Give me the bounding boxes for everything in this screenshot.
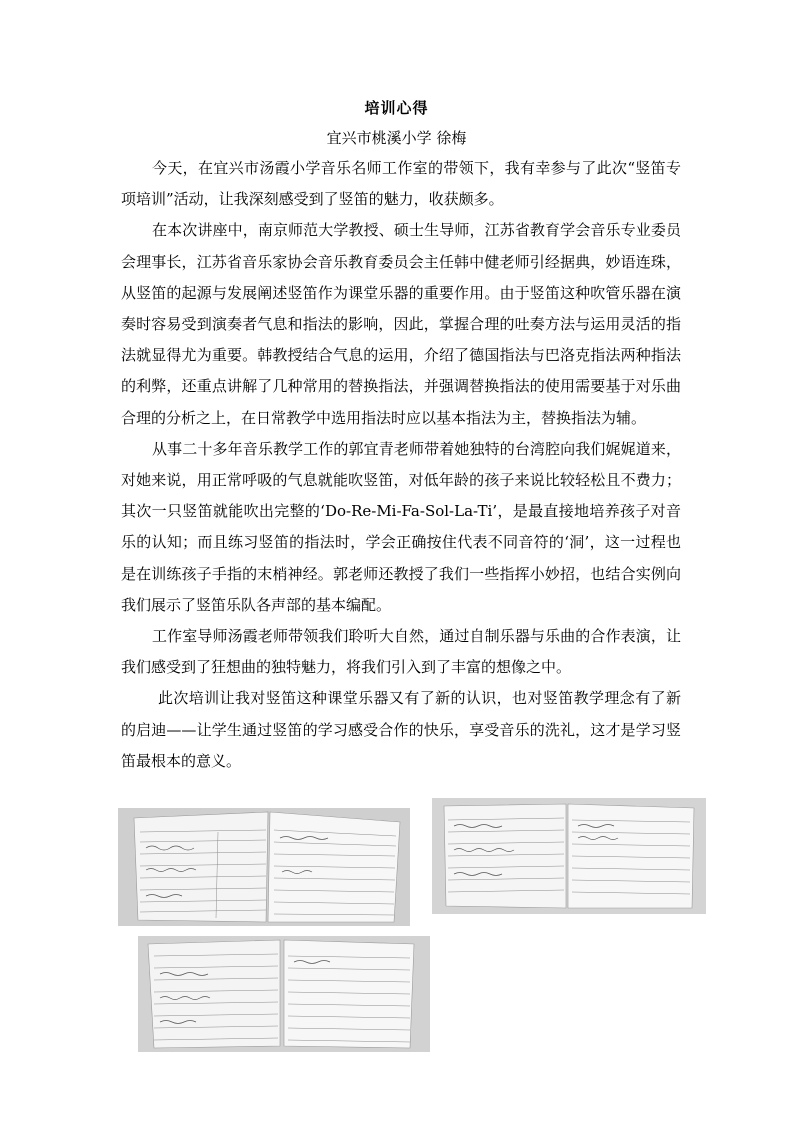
paragraph-4: 工作室导师汤霞老师带领我们聆听大自然，通过自制乐器与乐曲的合作表演，让我们感受到了狂想曲的独特魅力，将我们引入到了丰富的想像之中。: [121, 627, 681, 677]
notebook-photo-1: [118, 808, 410, 926]
paragraph-3: 从事二十多年音乐教学工作的郭宜青老师带着她独特的台湾腔向我们娓娓道来，对她来说，用正常呼吸的气息就能吹竖笛，对低年龄的孩子来说比较轻松且不费力；其次一只竖笛就能吹出完整的‘Do-Re-Mi-Fa-Sol-La-Ti’，是最直接地培养孩子对音乐的认知；而且练习竖笛的指法时，学会正确按住代表不同音符的‘洞’，这一过程也是在训练孩子手指的末梢神经。郭老师还教授了我们一些指挥小妙招，也结合实例向我们展示了竖笛乐队各声部的基本编配。: [121, 439, 681, 614]
notebook-photo-3: [138, 936, 430, 1052]
notebook-photo-2: [432, 798, 706, 914]
paragraph-1: 今天，在宜兴市汤霞小学音乐名师工作室的带领下，我有幸参与了此次“竖笛专项培训”活动，让我深刻感受到了竖笛的魅力，收获颇多。: [121, 159, 681, 209]
paragraph-5: 此次培训让我对竖笛这种课堂乐器又有了新的认识，也对竖笛教学理念有了新的启迪——让学生通过竖笛的学习感受合作的快乐，享受音乐的洗礼，这才是学习竖笛最根本的意义。: [121, 689, 681, 770]
author-line: 宜兴市桃溪小学 徐梅: [326, 129, 467, 147]
page-title: 培训心得: [364, 99, 429, 117]
paragraph-2: 在本次讲座中，南京师范大学教授、硕士生导师，江苏省教育学会音乐专业委员会理事长，江苏省音乐家协会音乐教育委员会主任韩中健老师引经据典，妙语连珠，从竖笛的起源与发展阐述竖笛作为课堂乐器的重要作用。由于竖笛这种吹管乐器在演奏时容易受到演奏者气息和指法的影响，因此，掌握合理的吐奏方法与运用灵活的指法就显得尤为重要。韩教授结合气息的运用，介绍了德国指法与巴洛克指法两种指法的利弊，还重点讲解了几种常用的替换指法，并强调替换指法的使用需要基于对乐曲合理的分析之上，在日常教学中选用指法时应以基本指法为主，替换指法为辅。: [121, 221, 681, 427]
article-body: [121, 153, 681, 777]
